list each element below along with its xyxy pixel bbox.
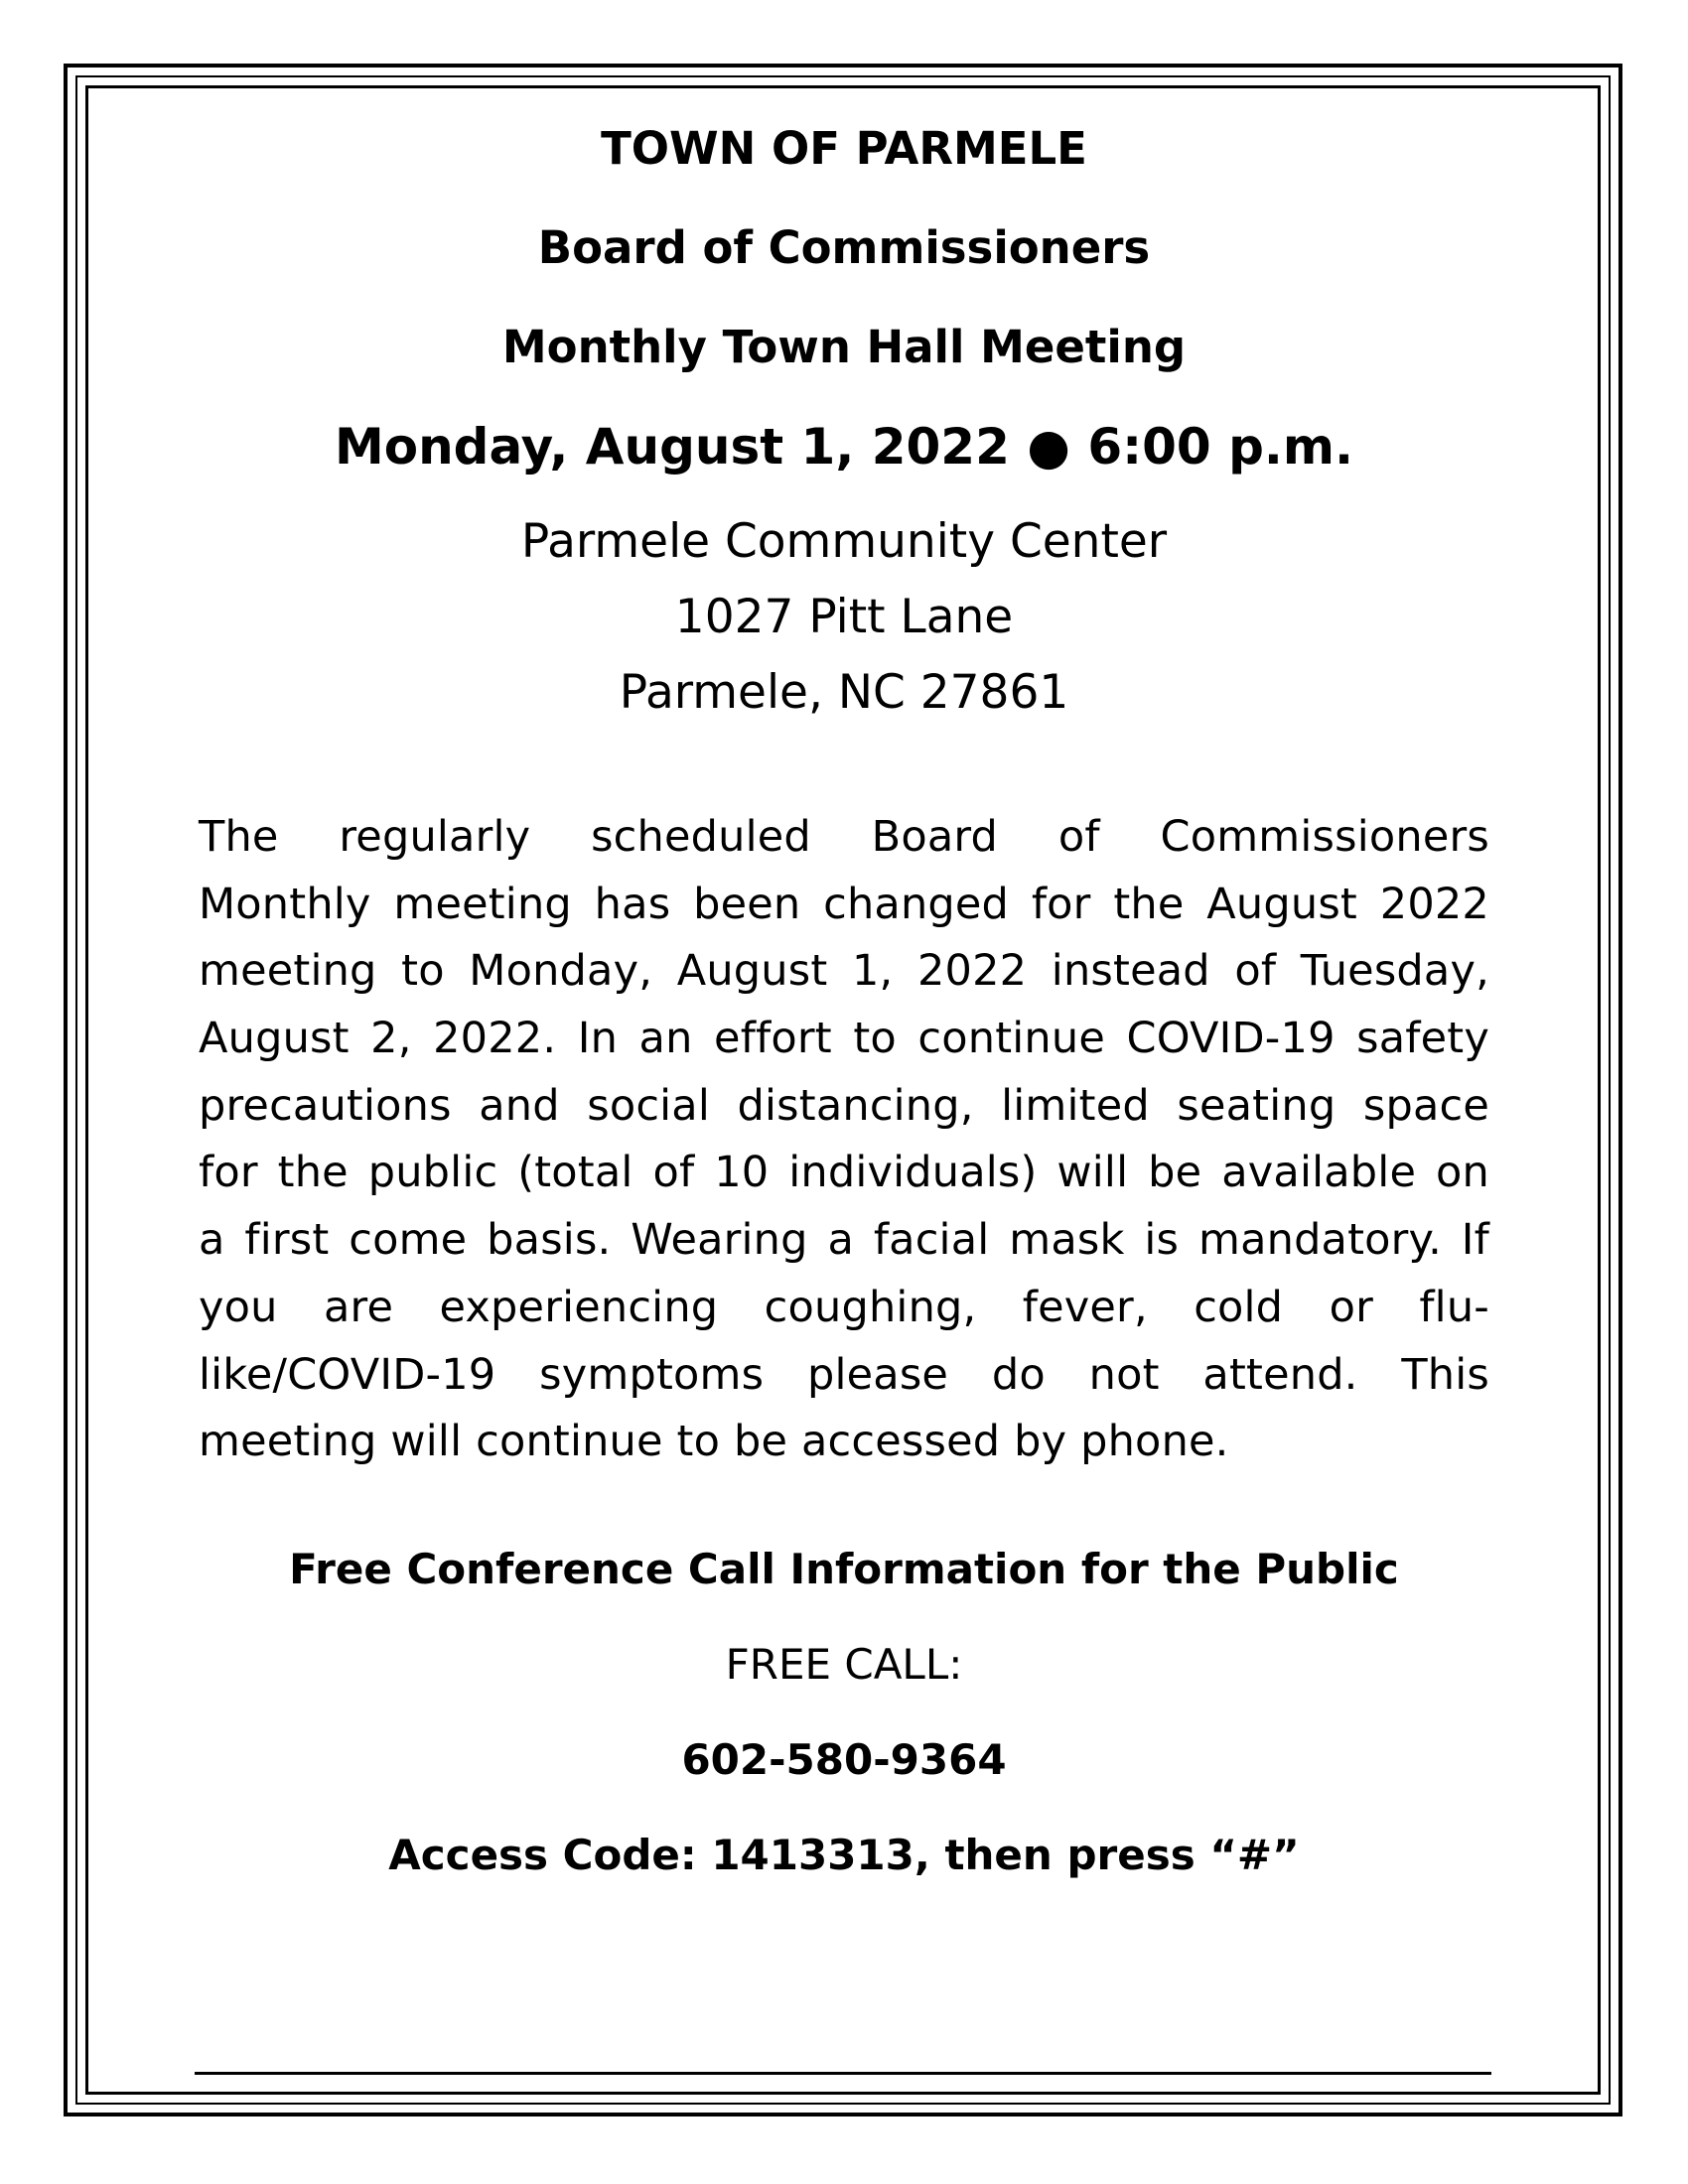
- conference-heading: Free Conference Call Information for the Public: [289, 1544, 1399, 1593]
- street-address: 1027 Pitt Lane: [674, 590, 1014, 644]
- flyer-content: [199, 99, 1489, 1903]
- town-title: TOWN OF PARMELE: [601, 122, 1087, 175]
- notice-line: like/COVID-19 symptoms please do not attend. This: [199, 1349, 1489, 1400]
- meeting-date-time: Monday, August 1, 2022 ● 6:00 p.m.: [334, 418, 1353, 476]
- access-code: Access Code: 1413313, then press “#”: [388, 1830, 1300, 1879]
- notice-line: you are experiencing coughing, fever, cold or flu-: [199, 1282, 1489, 1332]
- phone-number: 602-580-9364: [681, 1734, 1007, 1784]
- board-title: Board of Commissioners: [537, 221, 1151, 274]
- notice-line: for the public (total of 10 individuals) will be available on: [199, 1148, 1489, 1198]
- free-call-label: FREE CALL:: [725, 1639, 963, 1689]
- meeting-address: [199, 504, 1489, 731]
- notice-line: meeting will continue to be accessed by phone.: [199, 1417, 1229, 1467]
- venue-name: Parmele Community Center: [520, 514, 1168, 569]
- notice-line: meeting to Monday, August 1, 2022 instead of Tuesday,: [199, 946, 1489, 997]
- meeting-notice-paragraph: [199, 804, 1489, 1476]
- notice-line: precautions and social distancing, limited seating space: [199, 1080, 1489, 1131]
- notice-line: August 2, 2022. In an effort to continue COVID-19 safety: [199, 1014, 1489, 1064]
- notice-line: a first come basis. Wearing a facial mask is mandatory. If: [199, 1215, 1489, 1266]
- notice-line: Monthly meeting has been changed for the August 2022: [199, 879, 1489, 929]
- city-state-zip: Parmele, NC 27861: [619, 665, 1069, 720]
- meeting-title: Monthly Town Hall Meeting: [501, 321, 1187, 373]
- notice-line: The regularly scheduled Board of Commissioners: [199, 812, 1489, 862]
- conference-call-info: [199, 1522, 1489, 1903]
- signature-line: [195, 2072, 1491, 2075]
